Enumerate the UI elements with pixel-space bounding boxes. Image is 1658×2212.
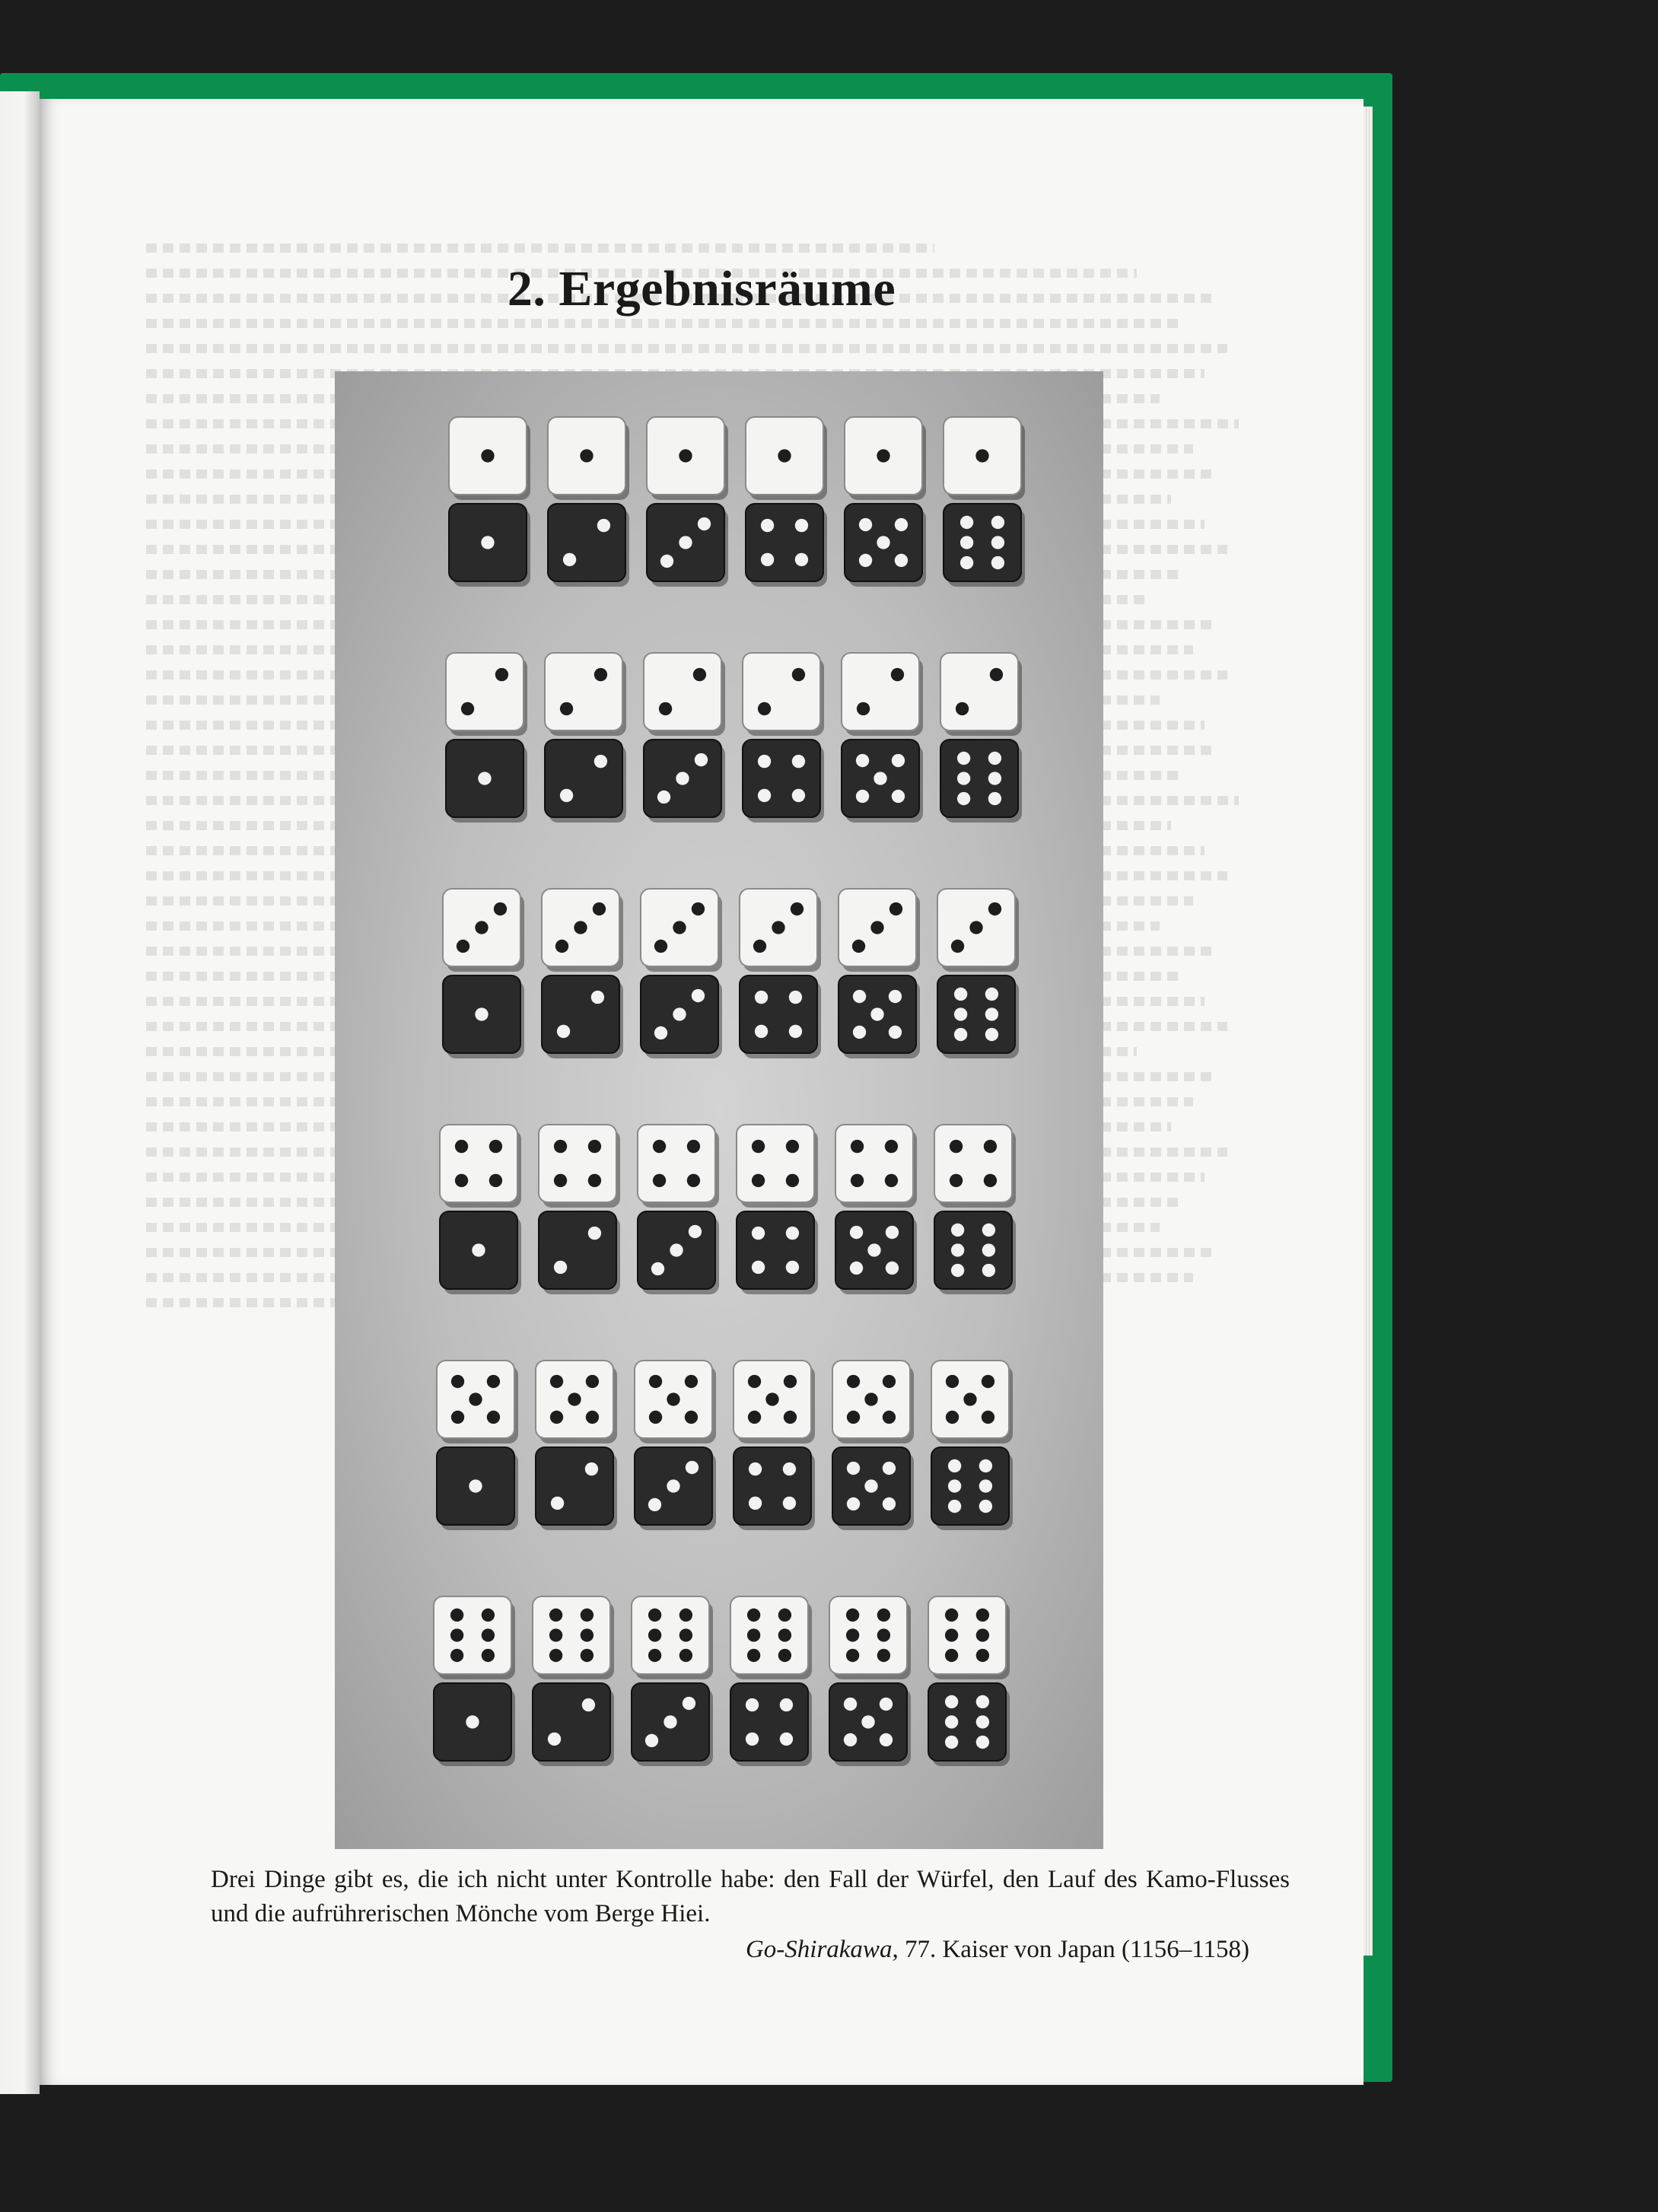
black-die	[542, 976, 623, 1058]
black-die	[928, 1683, 1010, 1766]
black-die	[835, 1211, 917, 1294]
ghost-line	[146, 243, 934, 253]
white-die	[548, 417, 629, 500]
white-die	[632, 1596, 713, 1679]
white-die	[835, 1125, 917, 1208]
ghost-line	[146, 344, 1227, 353]
white-die	[842, 653, 923, 736]
black-die	[533, 1683, 614, 1766]
white-die	[743, 653, 824, 736]
white-die	[542, 889, 623, 972]
white-die	[937, 889, 1019, 972]
white-die	[440, 1125, 521, 1208]
black-die	[446, 740, 527, 823]
black-die	[443, 976, 524, 1058]
chapter-title: 2. Ergebnisräume	[507, 261, 896, 317]
left-page-edge	[0, 91, 40, 2094]
black-die	[449, 504, 530, 587]
black-die	[638, 1211, 719, 1294]
white-die	[536, 1361, 617, 1443]
black-die	[937, 976, 1019, 1058]
white-die	[539, 1125, 620, 1208]
black-die	[845, 504, 926, 587]
white-die	[740, 889, 821, 972]
black-die	[437, 1447, 518, 1530]
black-die	[737, 1211, 818, 1294]
white-die	[940, 653, 1022, 736]
black-die	[734, 1447, 815, 1530]
black-die	[440, 1211, 521, 1294]
black-die	[641, 976, 722, 1058]
author-title: , 77. Kaiser von Japan (1156–1158)	[892, 1936, 1249, 1963]
black-die	[548, 504, 629, 587]
white-die	[737, 1125, 818, 1208]
white-die	[734, 1361, 815, 1443]
white-die	[928, 1596, 1010, 1679]
caption-quote: Drei Dinge gibt es, die ich nicht unter Kontrolle habe: den Fall der Würfel, den Lauf des Kamo-Flusses und die aufrührerischen Mönche vom Berge Hiei.	[211, 1866, 1290, 1927]
black-die	[536, 1447, 617, 1530]
black-die	[730, 1683, 812, 1766]
white-die	[730, 1596, 812, 1679]
dice-grid-photo-icon	[335, 371, 1103, 1849]
white-die	[644, 653, 725, 736]
white-die	[839, 889, 920, 972]
dice-photo	[335, 371, 1103, 1849]
white-die	[449, 417, 530, 500]
white-die	[434, 1596, 515, 1679]
white-die	[832, 1361, 914, 1443]
book-page	[40, 99, 1364, 2085]
white-die	[641, 889, 722, 972]
black-die	[434, 1683, 515, 1766]
white-die	[845, 417, 926, 500]
black-die	[829, 1683, 911, 1766]
white-die	[437, 1361, 518, 1443]
black-die	[746, 504, 827, 587]
black-die	[842, 740, 923, 823]
caption-attribution	[746, 1933, 1249, 1967]
ghost-line	[146, 319, 1182, 328]
black-die	[931, 1447, 1013, 1530]
black-die	[944, 504, 1025, 587]
black-die	[539, 1211, 620, 1294]
white-die	[934, 1125, 1016, 1208]
white-die	[931, 1361, 1013, 1443]
black-die	[934, 1211, 1016, 1294]
black-die	[635, 1447, 716, 1530]
white-die	[635, 1361, 716, 1443]
black-die	[545, 740, 626, 823]
black-die	[632, 1683, 713, 1766]
white-die	[829, 1596, 911, 1679]
white-die	[443, 889, 524, 972]
black-die	[839, 976, 920, 1058]
black-die	[832, 1447, 914, 1530]
white-die	[944, 417, 1025, 500]
white-die	[533, 1596, 614, 1679]
black-die	[940, 740, 1022, 823]
black-die	[743, 740, 824, 823]
white-die	[446, 653, 527, 736]
black-die	[644, 740, 725, 823]
white-die	[545, 653, 626, 736]
white-die	[647, 417, 728, 500]
white-die	[638, 1125, 719, 1208]
white-die	[746, 417, 827, 500]
author-name: Go-Shirakawa	[745, 1936, 893, 1963]
black-die	[740, 976, 821, 1058]
black-die	[647, 504, 728, 587]
